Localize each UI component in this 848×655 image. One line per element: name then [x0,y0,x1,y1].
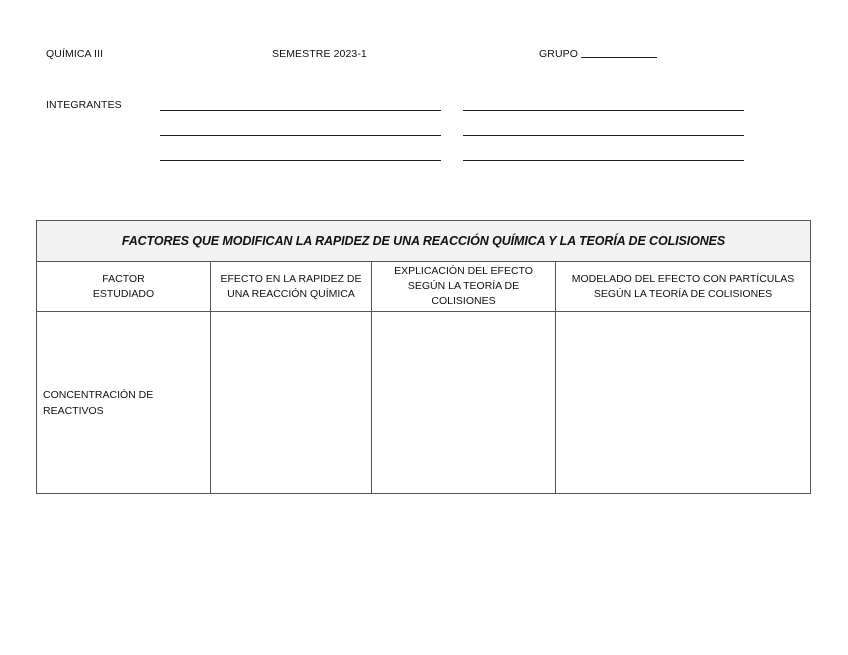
member-line-4[interactable] [463,135,744,136]
column-header-line: FACTOR [102,272,145,285]
semester-label: SEMESTRE 2023-1 [272,48,367,60]
member-line-3[interactable] [160,135,441,136]
group-label: GRUPO [539,48,579,60]
member-line-6[interactable] [463,160,744,161]
factor-line: CONCENTRACIÓN DE [43,389,154,401]
factors-table [36,220,811,494]
member-line-2[interactable] [463,110,744,111]
column-header-line: MODELADO DEL EFECTO CON PARTÍCULAS [571,272,795,285]
column-header-explanation [372,262,555,311]
column-header-line: ESTUDIADO [92,287,155,300]
column-header-line: COLISIONES [431,295,496,307]
column-header-line: EXPLICACIÓN DEL EFECTO [394,265,533,277]
modeling-answer-cell[interactable] [556,312,810,493]
column-header-factor [37,262,210,311]
column-header-modeling [556,262,810,311]
member-line-5[interactable] [160,160,441,161]
column-header-line: EFECTO EN LA RAPIDEZ DE [220,272,362,285]
member-line-1[interactable] [160,110,441,111]
table-title: FACTORES QUE MODIFICAN LA RAPIDEZ DE UNA REACCIÓN QUÍMICA Y LA TEORÍA DE COLISIONES [37,221,810,262]
course-label: QUÍMICA III [46,48,104,60]
column-header-line: SEGÚN LA TEORÍA DE COLISIONES [593,287,773,300]
column-header-line: SEGÚN LA TEORÍA DE [407,280,520,292]
column-header-line: UNA REACCIÓN QUÍMICA [227,287,355,300]
members-label: INTEGRANTES [46,99,122,111]
group-blank-line[interactable] [581,57,657,58]
effect-answer-cell[interactable] [211,312,371,493]
factor-cell [43,387,203,419]
column-header-effect [211,262,371,311]
factor-line: REACTIVOS [43,405,104,417]
group-field[interactable] [539,48,657,60]
explanation-answer-cell[interactable] [372,312,555,493]
